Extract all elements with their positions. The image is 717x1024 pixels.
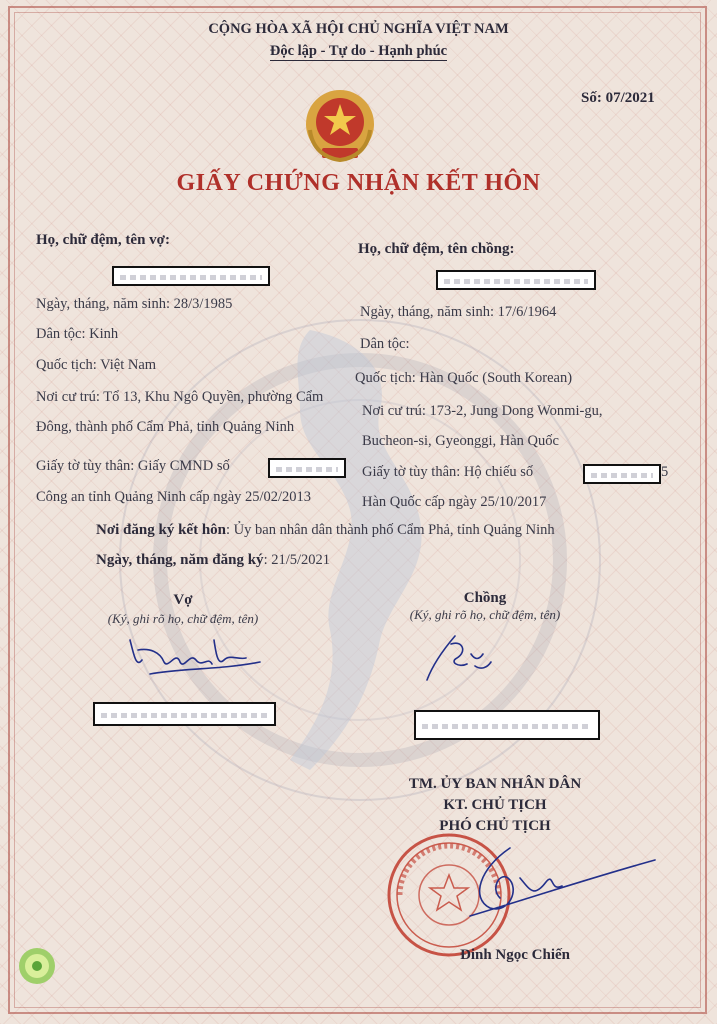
- husband-id-redaction: [583, 464, 661, 484]
- wife-ethnicity: Dân tộc: Kinh: [36, 326, 119, 342]
- wife-printed-name-redaction: [93, 702, 276, 726]
- registration-place: [96, 522, 555, 539]
- registration-place-label: Nơi đăng ký kết hôn: [96, 522, 227, 538]
- wife-signature: [120, 630, 270, 680]
- registration-date-label: Ngày, tháng, năm đăng ký: [96, 552, 264, 568]
- husband-name-heading: Họ, chữ đệm, tên chồng:: [358, 241, 515, 257]
- husband-residence-line2: Bucheon-si, Gyeonggi, Hàn Quốc: [362, 433, 559, 449]
- authority-signer: Đinh Ngọc Chiến: [459, 947, 571, 963]
- authority-line1: TM. ỦY BAN NHÂN DÂN: [408, 776, 582, 792]
- document-title: GIẤY CHỨNG NHẬN KẾT HÔN: [176, 170, 541, 196]
- official-signature: [450, 838, 660, 928]
- husband-nationality: Quốc tịch: Hàn Quốc (South Korean): [355, 370, 573, 386]
- national-emblem-icon: [302, 86, 378, 166]
- husband-id-tail: 5: [661, 464, 669, 480]
- registration-date: [96, 552, 330, 569]
- motto-text: Độc lập - Tự do - Hạnh phúc: [269, 43, 448, 59]
- wife-residence-line2: Đông, thành phố Cẩm Phả, tỉnh Quảng Ninh: [36, 419, 295, 435]
- country-name: CỘNG HÒA XÃ HỘI CHỦ NGHĨA VIỆT NAM: [208, 21, 509, 37]
- wife-signature-title: Vợ: [173, 592, 193, 608]
- husband-dob: Ngày, tháng, năm sinh: 17/6/1964: [360, 304, 557, 320]
- wife-signature-note: (Ký, ghi rõ họ, chữ đệm, tên): [107, 611, 259, 626]
- husband-name-redaction: [436, 270, 596, 290]
- registration-date-value: : 21/5/2021: [263, 552, 331, 568]
- wife-id-line1: Giấy tờ tùy thân: Giấy CMND số: [36, 458, 230, 474]
- husband-signature-note: (Ký, ghi rõ họ, chữ đệm, tên): [409, 607, 561, 622]
- authority-line3: PHÓ CHỦ TỊCH: [439, 818, 551, 834]
- wife-name-redaction: [112, 266, 270, 286]
- wife-dob: Ngày, tháng, năm sinh: 28/3/1985: [36, 296, 233, 312]
- motto: [0, 43, 717, 60]
- husband-residence-line1: Nơi cư trú: 173-2, Jung Dong Wonmi-gu,: [362, 403, 603, 419]
- husband-signature-title: Chồng: [463, 590, 507, 606]
- wife-nationality: Quốc tịch: Việt Nam: [36, 357, 157, 373]
- husband-printed-name-redaction: [414, 710, 600, 740]
- wife-id-line2: Công an tỉnh Quảng Ninh cấp ngày 25/02/2013: [36, 489, 312, 505]
- husband-id-line1: Giấy tờ tùy thân: Hộ chiếu số: [362, 464, 534, 480]
- wife-id-redaction: [268, 458, 346, 478]
- wife-residence-line1: Nơi cư trú: Tổ 13, Khu Ngô Quyền, phường Cẩm: [36, 389, 324, 405]
- husband-id-line2: Hàn Quốc cấp ngày 25/10/2017: [362, 494, 547, 510]
- authority-line2: KT. CHỦ TỊCH: [443, 797, 547, 813]
- husband-ethnicity: Dân tộc:: [360, 336, 410, 352]
- registration-place-value: : Ủy ban nhân dân thành phố Cẩm Phả, tỉnh Quảng Ninh: [226, 522, 555, 538]
- husband-signature: [415, 630, 505, 690]
- certificate-number: Số: 07/2021: [581, 90, 655, 106]
- wife-name-heading: Họ, chữ đệm, tên vợ:: [36, 232, 170, 248]
- hologram-sticker-icon: [17, 946, 57, 986]
